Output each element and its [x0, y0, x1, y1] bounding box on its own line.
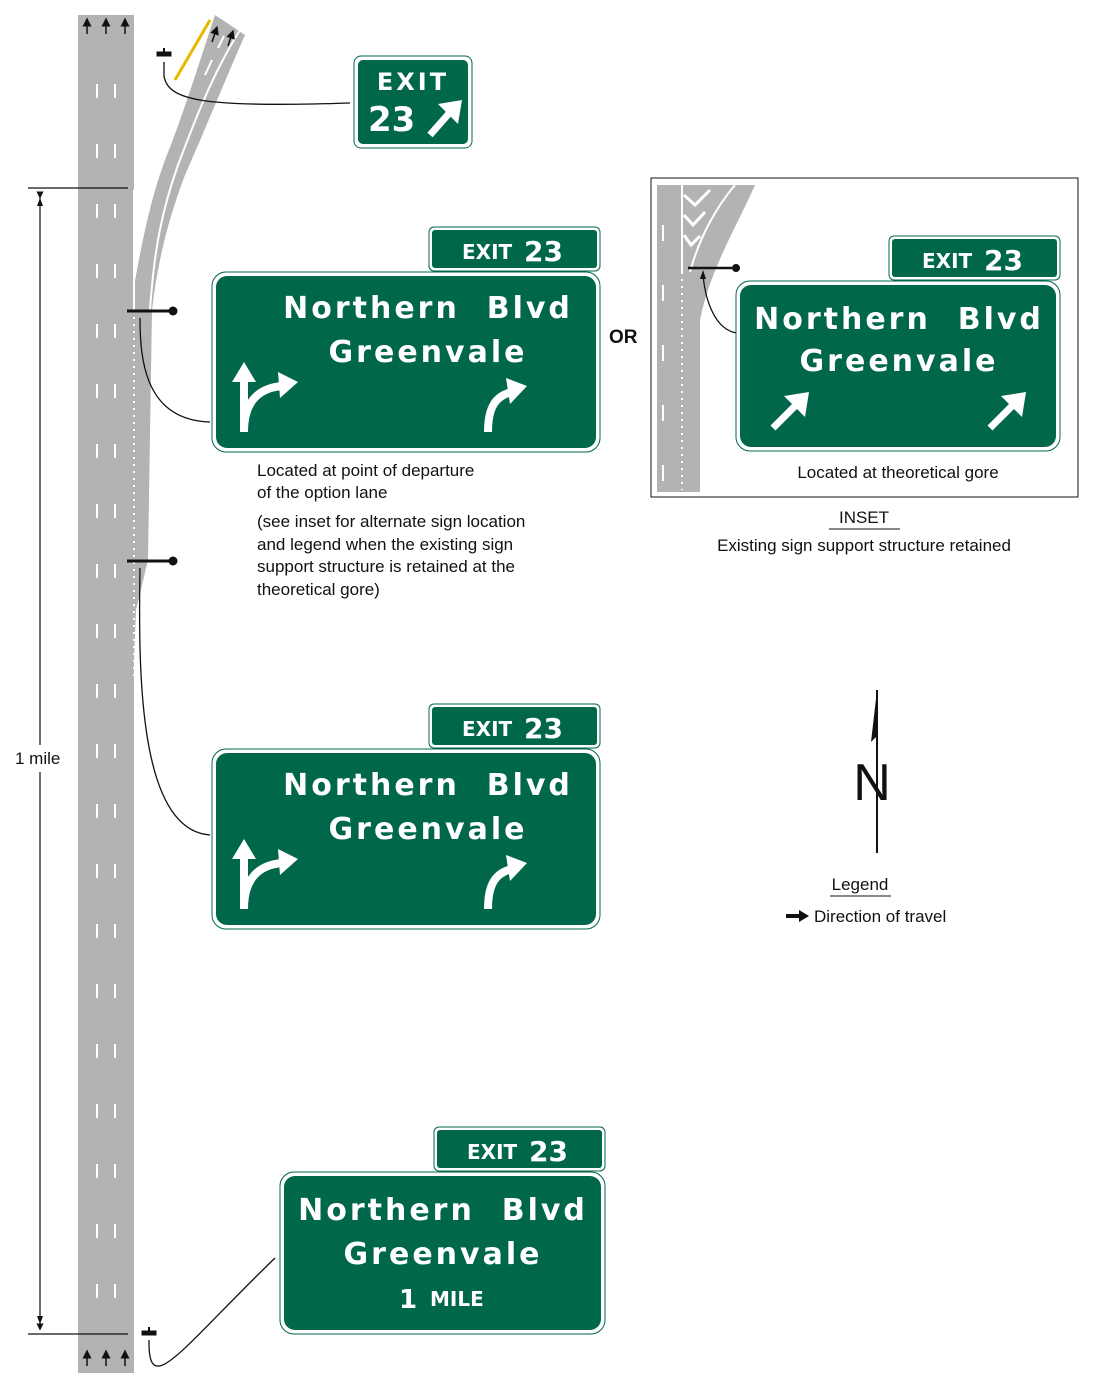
north-label: N: [853, 754, 891, 812]
inset-note-line-3: support structure is retained at the: [257, 557, 515, 576]
option-note-line-2: of the option lane: [257, 483, 388, 502]
legend-item: Direction of travel: [814, 907, 947, 926]
north-arrow-icon: [853, 690, 891, 853]
option-note: [257, 461, 479, 502]
option-sign-1-line1: Northern Blvd: [283, 291, 573, 326]
gore-exit-sign: [354, 56, 472, 148]
option-sign-1-tab-number: 23: [524, 235, 563, 268]
inset-line1: Northern Blvd: [754, 302, 1044, 337]
mainline: [78, 15, 134, 1373]
gore-sign-exit-number: 23: [368, 100, 416, 140]
gore-sign-exit-word: EXIT: [376, 68, 450, 96]
inset-tab-exit: EXIT: [922, 249, 973, 273]
advance-sign: [280, 1127, 605, 1334]
inset-note-line-2: and legend when the existing sign: [257, 535, 514, 554]
option-sign-1: [212, 227, 600, 452]
advance-sign-distance-unit: MILE: [430, 1287, 484, 1311]
inset-subtitle: Existing sign support structure retained: [717, 536, 1011, 555]
gore-chevrons: [137, 55, 170, 152]
inset-title: INSET: [838, 508, 890, 527]
inset-line2: Greenvale: [799, 344, 999, 379]
inset-caption: Located at theoretical gore: [797, 463, 999, 482]
inset-tab-number: 23: [984, 244, 1023, 277]
advance-sign-distance-number: 1: [399, 1285, 418, 1315]
option-sign-1-line2: Greenvale: [328, 335, 528, 370]
direction-arrow-icon: [786, 910, 809, 922]
mainline-roadway: [78, 15, 245, 1373]
option-sign-2: [212, 704, 600, 929]
inset-panel: [651, 178, 1078, 497]
advance-sign-line1: Northern Blvd: [298, 1193, 588, 1228]
sign-support-icon: [157, 52, 171, 56]
option-sign-2-tab-exit: EXIT: [462, 717, 513, 741]
option-sign-2-line1: Northern Blvd: [283, 768, 573, 803]
legend-title: Legend: [831, 875, 889, 894]
inset-note-line-4: theoretical gore): [257, 580, 380, 599]
option-sign-2-tab-number: 23: [524, 712, 563, 745]
dimension-label: 1 mile: [15, 749, 61, 768]
legend: [786, 875, 946, 926]
advance-sign-tab-number: 23: [529, 1135, 568, 1168]
inset-note-line-1: (see inset for alternate sign location: [257, 512, 526, 531]
option-sign-2-line2: Greenvale: [328, 812, 528, 847]
or-label: OR: [609, 327, 638, 348]
option-note-line-1: Located at point of departure: [257, 461, 475, 480]
option-sign-1-tab-exit: EXIT: [462, 240, 513, 264]
inset-note: [257, 512, 530, 599]
advance-sign-line2: Greenvale: [343, 1237, 543, 1272]
advance-sign-tab-exit: EXIT: [467, 1140, 518, 1164]
